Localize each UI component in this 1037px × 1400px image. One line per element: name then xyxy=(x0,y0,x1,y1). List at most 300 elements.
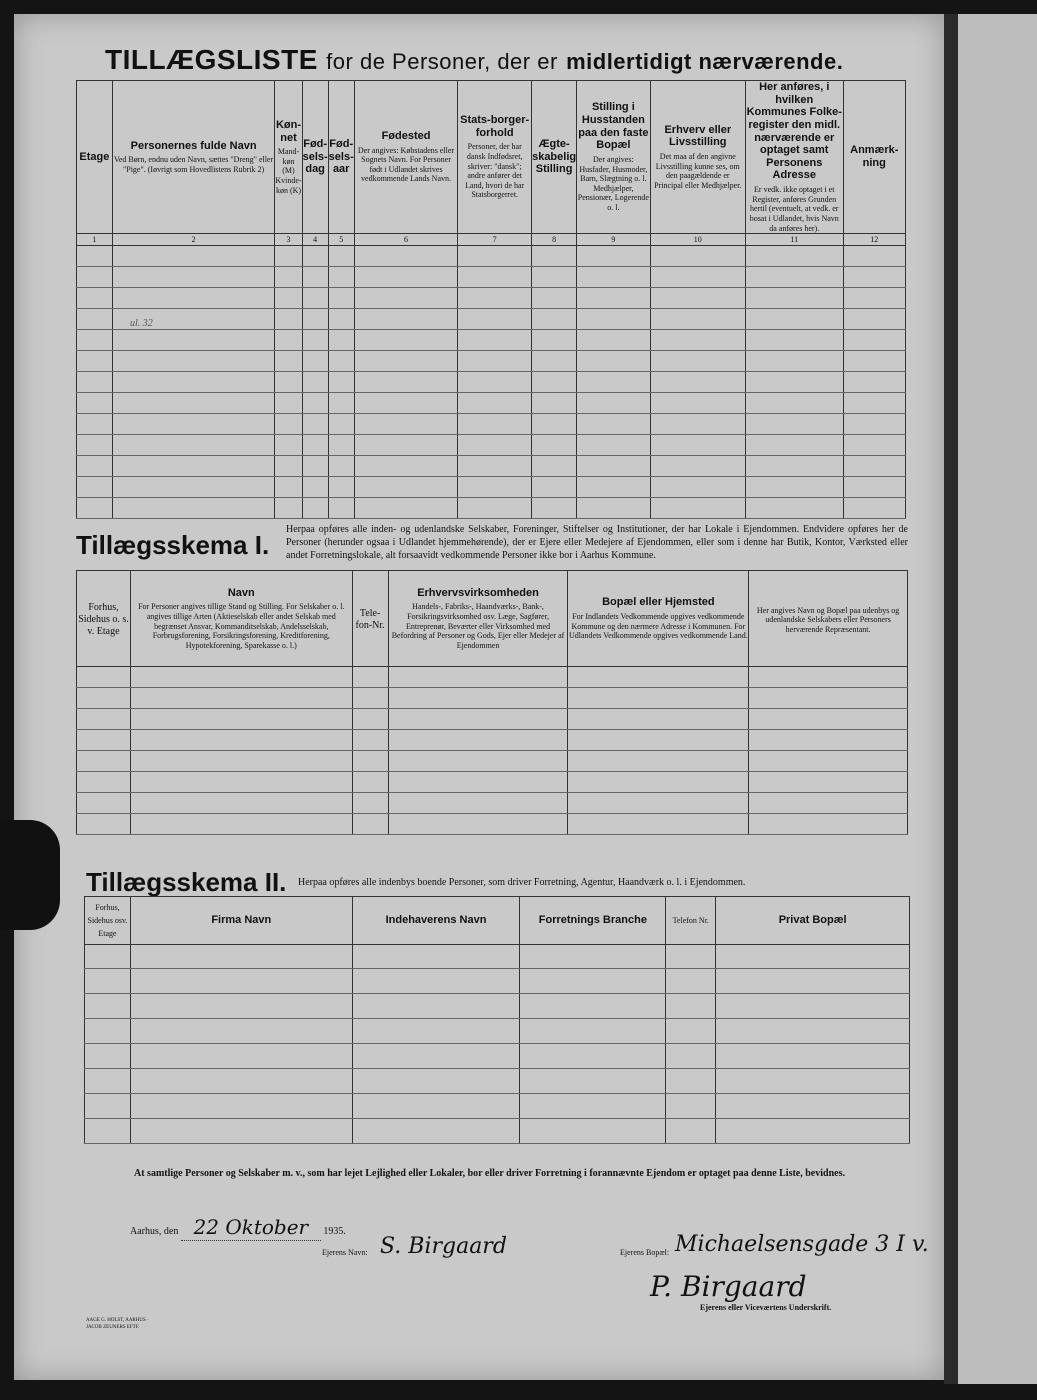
column-number-text: 10 xyxy=(693,235,702,245)
skema1-header-cell xyxy=(749,571,908,667)
column-label: Erhverv eller Livsstilling xyxy=(664,123,732,149)
table-cell xyxy=(77,435,113,456)
table-cell xyxy=(112,288,275,309)
table-cell xyxy=(568,751,749,772)
table-cell xyxy=(85,994,131,1019)
skema2-header-cell xyxy=(130,897,352,945)
table-cell xyxy=(77,772,131,793)
table-cell xyxy=(354,414,458,435)
column-label: Anmærk-ning xyxy=(850,144,899,170)
table-cell xyxy=(745,246,843,267)
table-cell xyxy=(843,393,905,414)
column-label: Personernes fulde Navn xyxy=(130,139,257,152)
table-cell xyxy=(650,351,745,372)
column-number xyxy=(354,234,458,246)
table-cell xyxy=(650,372,745,393)
table-cell xyxy=(650,288,745,309)
table-cell xyxy=(458,309,532,330)
table-cell xyxy=(275,330,302,351)
main-header-cell xyxy=(650,81,745,234)
table-cell xyxy=(388,793,568,814)
table-cell xyxy=(716,944,910,969)
main-header-cell xyxy=(532,81,577,234)
table-cell xyxy=(532,414,577,435)
table-cell xyxy=(388,814,568,835)
table-cell xyxy=(112,435,275,456)
table-cell xyxy=(577,288,651,309)
table-cell xyxy=(458,351,532,372)
table-cell xyxy=(716,969,910,994)
table-cell xyxy=(302,351,328,372)
table-cell xyxy=(568,793,749,814)
table-cell xyxy=(302,246,328,267)
table-cell xyxy=(666,994,716,1019)
table-cell xyxy=(577,246,651,267)
table-cell xyxy=(112,498,275,519)
column-number xyxy=(843,234,905,246)
column-note: Tele-fon-Nr. xyxy=(355,608,385,631)
skema2-title: Tillægsskema II. xyxy=(86,867,287,897)
certification-text: At samtlige Personer og Selskaber m. v., som har lejet Lejlighed eller Lokaler, bor eller driver Forretning i forannævnte Ejendom er optaget paa denne Liste, bevidnes. xyxy=(134,1168,845,1179)
book-spine xyxy=(944,14,958,1384)
table-cell xyxy=(745,498,843,519)
table-cell xyxy=(568,667,749,688)
table-cell xyxy=(520,1069,666,1094)
table-cell xyxy=(532,288,577,309)
table-cell xyxy=(354,477,458,498)
column-number-text: 5 xyxy=(339,235,344,245)
table-cell xyxy=(568,730,749,751)
column-note: Er vedk. ikke optaget i et Register, anføres Grunden hertil (eventuelt, at vedk. er bosat i Udlandet, hvis Navn da anføres her). xyxy=(749,185,839,233)
column-number-text: 8 xyxy=(552,235,557,245)
table-cell xyxy=(745,477,843,498)
owner-name-label: Ejerens Navn: xyxy=(322,1248,368,1257)
table-cell xyxy=(716,1044,910,1069)
owner-name-handwritten: S. Birgaard xyxy=(380,1234,507,1259)
table-row xyxy=(77,667,908,688)
table-cell xyxy=(354,288,458,309)
table-cell xyxy=(85,969,131,994)
table-cell xyxy=(130,730,352,751)
table-cell xyxy=(458,414,532,435)
table-cell xyxy=(275,372,302,393)
table-row xyxy=(77,498,906,519)
table-row xyxy=(77,372,906,393)
table-cell xyxy=(77,288,113,309)
table-cell xyxy=(77,498,113,519)
table-cell xyxy=(302,330,328,351)
table-cell xyxy=(749,751,908,772)
main-header-cell xyxy=(77,81,113,234)
table-cell xyxy=(130,994,352,1019)
table-cell xyxy=(130,1044,352,1069)
table-cell xyxy=(749,709,908,730)
table-cell xyxy=(388,772,568,793)
table-cell xyxy=(843,330,905,351)
table-cell xyxy=(650,393,745,414)
adjacent-page xyxy=(958,14,1037,1384)
table-cell xyxy=(352,1094,520,1119)
table-row xyxy=(77,309,906,330)
column-label: Telefon Nr. xyxy=(672,915,709,925)
table-cell xyxy=(112,330,275,351)
table-cell xyxy=(716,1069,910,1094)
column-number-text: 1 xyxy=(92,235,97,245)
signature-handwritten: P. Birgaard xyxy=(650,1270,807,1303)
printer-imprint: AAGE G. HOLST, AARHUS · JACOB ZEUNERS EFTF. xyxy=(86,1318,149,1330)
table-cell xyxy=(520,1094,666,1119)
table-cell xyxy=(458,456,532,477)
column-label: Køn-net xyxy=(275,118,302,144)
table-cell xyxy=(745,414,843,435)
table-cell xyxy=(77,456,113,477)
table-cell xyxy=(532,477,577,498)
table-cell xyxy=(388,709,568,730)
table-cell xyxy=(843,309,905,330)
table-cell xyxy=(745,330,843,351)
table-row xyxy=(77,751,908,772)
table-cell xyxy=(302,372,328,393)
table-row xyxy=(77,267,906,288)
table-row xyxy=(85,1019,910,1044)
table-cell xyxy=(745,309,843,330)
table-cell xyxy=(458,288,532,309)
table-cell xyxy=(85,1119,131,1144)
table-cell xyxy=(532,309,577,330)
table-cell xyxy=(352,1069,520,1094)
table-cell xyxy=(352,730,388,751)
skema1-header-cell xyxy=(130,571,352,667)
table-cell xyxy=(328,246,354,267)
table-cell xyxy=(302,267,328,288)
table-cell xyxy=(352,969,520,994)
table-cell xyxy=(328,477,354,498)
table-cell xyxy=(112,477,275,498)
page-title: TILLÆGSLISTE for de Personer, der er midlertidigt nærværende. xyxy=(105,44,844,75)
main-table xyxy=(76,80,906,519)
column-label: Navn xyxy=(227,586,255,599)
table-row xyxy=(77,435,906,456)
column-number-text: 7 xyxy=(492,235,497,245)
table-row xyxy=(85,1069,910,1094)
column-label: Bopæl eller Hjemsted xyxy=(602,596,715,609)
table-cell xyxy=(650,330,745,351)
table-cell xyxy=(745,456,843,477)
margin-note: ul. 32 xyxy=(130,318,153,329)
table-cell xyxy=(666,1019,716,1044)
date-handwritten: 22 Oktober xyxy=(181,1214,321,1241)
table-cell xyxy=(666,944,716,969)
table-cell xyxy=(112,351,275,372)
table-cell xyxy=(77,688,131,709)
table-cell xyxy=(532,351,577,372)
table-cell xyxy=(352,814,388,835)
table-cell xyxy=(577,414,651,435)
table-row xyxy=(85,994,910,1019)
table-cell xyxy=(354,351,458,372)
table-row xyxy=(77,477,906,498)
column-number-text: 3 xyxy=(286,235,291,245)
table-cell xyxy=(716,1019,910,1044)
table-cell xyxy=(275,267,302,288)
table-cell xyxy=(666,969,716,994)
table-cell xyxy=(352,688,388,709)
table-cell xyxy=(85,1094,131,1119)
table-cell xyxy=(650,246,745,267)
column-number xyxy=(302,234,328,246)
table-cell xyxy=(354,498,458,519)
table-cell xyxy=(650,456,745,477)
table-cell xyxy=(354,456,458,477)
main-header-cell xyxy=(843,81,905,234)
table-cell xyxy=(275,414,302,435)
table-cell xyxy=(302,288,328,309)
table-cell xyxy=(577,477,651,498)
column-label: Fødested xyxy=(381,130,431,143)
table-row xyxy=(77,393,906,414)
table-cell xyxy=(302,477,328,498)
table-cell xyxy=(85,1069,131,1094)
table-row xyxy=(85,969,910,994)
column-number xyxy=(275,234,302,246)
table-cell xyxy=(352,1019,520,1044)
column-label: Indehaverens Navn xyxy=(385,913,487,926)
table-row xyxy=(77,814,908,835)
column-label: Her anføres, i hvilken Kommunes Folke-register den midl. nærværende er optaget samt Personens Adresse xyxy=(746,81,842,182)
table-cell xyxy=(577,330,651,351)
skema2-description: Herpaa opføres alle indenbys boende Personer, som driver Forretning, Agentur, Haandværk o. l. i Ejendommen. xyxy=(298,877,746,888)
table-cell xyxy=(745,372,843,393)
table-cell xyxy=(352,667,388,688)
owner-address-handwritten: Michaelsensgade 3 I v. xyxy=(675,1232,929,1257)
table-cell xyxy=(577,372,651,393)
table-row xyxy=(77,456,906,477)
table-cell xyxy=(77,351,113,372)
table-cell xyxy=(666,1119,716,1144)
table-cell xyxy=(388,667,568,688)
table-cell xyxy=(532,456,577,477)
column-number xyxy=(328,234,354,246)
table-cell xyxy=(520,994,666,1019)
table-cell xyxy=(568,709,749,730)
table-cell xyxy=(568,814,749,835)
date-line xyxy=(130,1214,346,1241)
table-row xyxy=(85,1044,910,1069)
column-label: Forretnings Branche xyxy=(538,913,647,926)
column-label: Etage xyxy=(79,150,110,163)
table-cell xyxy=(275,288,302,309)
table-cell xyxy=(749,793,908,814)
table-cell xyxy=(302,456,328,477)
table-cell xyxy=(328,372,354,393)
column-number-text: 6 xyxy=(404,235,409,245)
table-cell xyxy=(130,1069,352,1094)
table-cell xyxy=(352,772,388,793)
column-note: Ved Børn, endnu uden Navn, sættes "Dreng" eller "Pige". (Iøvrigt som Hovedlistens Rubrik 2) xyxy=(113,155,274,174)
table-cell xyxy=(275,477,302,498)
table-cell xyxy=(843,267,905,288)
skema2-header-cell xyxy=(666,897,716,945)
table-cell xyxy=(130,969,352,994)
table-cell xyxy=(577,267,651,288)
table-cell xyxy=(520,1119,666,1144)
table-cell xyxy=(85,1044,131,1069)
table-row xyxy=(77,288,906,309)
table-cell xyxy=(77,246,113,267)
table-cell xyxy=(843,435,905,456)
table-cell xyxy=(302,435,328,456)
table-cell xyxy=(112,456,275,477)
table-cell xyxy=(354,393,458,414)
table-cell xyxy=(85,1019,131,1044)
table-cell xyxy=(843,498,905,519)
table-cell xyxy=(328,267,354,288)
table-cell xyxy=(77,477,113,498)
table-cell xyxy=(650,267,745,288)
table-cell xyxy=(77,330,113,351)
table-cell xyxy=(749,667,908,688)
table-cell xyxy=(85,944,131,969)
table-row xyxy=(77,351,906,372)
table-cell xyxy=(77,372,113,393)
table-row xyxy=(77,330,906,351)
table-cell xyxy=(745,435,843,456)
table-cell xyxy=(328,330,354,351)
table-cell xyxy=(458,372,532,393)
table-cell xyxy=(666,1044,716,1069)
skema1-header-cell xyxy=(77,571,131,667)
table-cell xyxy=(275,456,302,477)
table-cell xyxy=(275,498,302,519)
table-cell xyxy=(354,372,458,393)
column-number xyxy=(112,234,275,246)
table-cell xyxy=(458,477,532,498)
table-cell xyxy=(354,435,458,456)
table-cell xyxy=(275,309,302,330)
table-row xyxy=(77,414,906,435)
column-label: Firma Navn xyxy=(211,913,272,926)
skema1-header-cell xyxy=(352,571,388,667)
table-cell xyxy=(275,435,302,456)
table-cell xyxy=(77,309,113,330)
table-cell xyxy=(328,435,354,456)
table-cell xyxy=(77,751,131,772)
skema2-header-cell xyxy=(716,897,910,945)
table-cell xyxy=(520,1019,666,1044)
skema2-header-cell xyxy=(85,897,131,945)
table-cell xyxy=(532,498,577,519)
table-cell xyxy=(77,730,131,751)
table-cell xyxy=(352,751,388,772)
main-header-cell xyxy=(354,81,458,234)
skema1-header-cell xyxy=(568,571,749,667)
main-header-cell xyxy=(302,81,328,234)
table-cell xyxy=(568,772,749,793)
column-number-text: 12 xyxy=(870,235,879,245)
table-cell xyxy=(130,944,352,969)
table-cell xyxy=(532,372,577,393)
table-cell xyxy=(112,372,275,393)
table-cell xyxy=(532,435,577,456)
table-cell xyxy=(130,1094,352,1119)
column-number xyxy=(532,234,577,246)
table-cell xyxy=(77,667,131,688)
table-row xyxy=(85,1094,910,1119)
table-cell xyxy=(77,267,113,288)
main-header-cell xyxy=(112,81,275,234)
skema2-header-cell xyxy=(352,897,520,945)
main-header-cell xyxy=(328,81,354,234)
skema2-table xyxy=(84,896,910,1144)
table-cell xyxy=(650,414,745,435)
column-number-text: 4 xyxy=(313,235,318,245)
table-cell xyxy=(650,477,745,498)
table-cell xyxy=(130,688,352,709)
table-cell xyxy=(388,688,568,709)
table-cell xyxy=(716,1119,910,1144)
table-cell xyxy=(77,414,113,435)
table-cell xyxy=(716,1094,910,1119)
column-number xyxy=(77,234,113,246)
column-label: Privat Bopæl xyxy=(778,913,847,926)
table-cell xyxy=(130,1019,352,1044)
table-cell xyxy=(112,393,275,414)
table-cell xyxy=(577,351,651,372)
column-note: Personer, der har dansk Indfødsret, skriver: "dansk"; andre anfører det Land, hvori de har Statsborgerret. xyxy=(465,142,525,200)
table-cell xyxy=(745,351,843,372)
table-cell xyxy=(666,1069,716,1094)
column-number-text: 11 xyxy=(790,235,799,245)
table-cell xyxy=(749,772,908,793)
owner-address-label: Ejerens Bopæl: xyxy=(620,1248,670,1257)
table-cell xyxy=(77,393,113,414)
year: 1935. xyxy=(323,1226,346,1237)
table-cell xyxy=(275,246,302,267)
column-number xyxy=(745,234,843,246)
table-cell xyxy=(568,688,749,709)
table-cell xyxy=(749,730,908,751)
table-cell xyxy=(130,667,352,688)
column-note: Det maa af den angivne Livsstilling kunne ses, om den paagældende er Principal eller Medhjælper. xyxy=(654,152,742,190)
table-row xyxy=(85,944,910,969)
table-row xyxy=(77,246,906,267)
page-tab xyxy=(0,820,60,930)
place-label: Aarhus, den xyxy=(130,1226,179,1237)
column-number xyxy=(650,234,745,246)
table-cell xyxy=(532,330,577,351)
column-note: Forhus, Sidehus o. s. v. Etage xyxy=(78,602,129,637)
table-row xyxy=(77,772,908,793)
table-cell xyxy=(749,688,908,709)
table-cell xyxy=(577,435,651,456)
main-header-cell xyxy=(577,81,651,234)
table-cell xyxy=(520,969,666,994)
column-label: Erhvervsvirksomheden xyxy=(417,586,539,599)
table-row xyxy=(77,709,908,730)
table-cell xyxy=(532,246,577,267)
table-cell xyxy=(77,814,131,835)
table-cell xyxy=(354,309,458,330)
table-cell xyxy=(843,246,905,267)
table-cell xyxy=(532,267,577,288)
table-cell xyxy=(302,393,328,414)
table-cell xyxy=(130,709,352,730)
skema1-header-cell xyxy=(388,571,568,667)
column-note: Mand-køn (M) Kvinde-køn (K) xyxy=(275,147,302,195)
column-number-text: 2 xyxy=(191,235,196,245)
table-cell xyxy=(302,309,328,330)
table-cell xyxy=(352,1044,520,1069)
